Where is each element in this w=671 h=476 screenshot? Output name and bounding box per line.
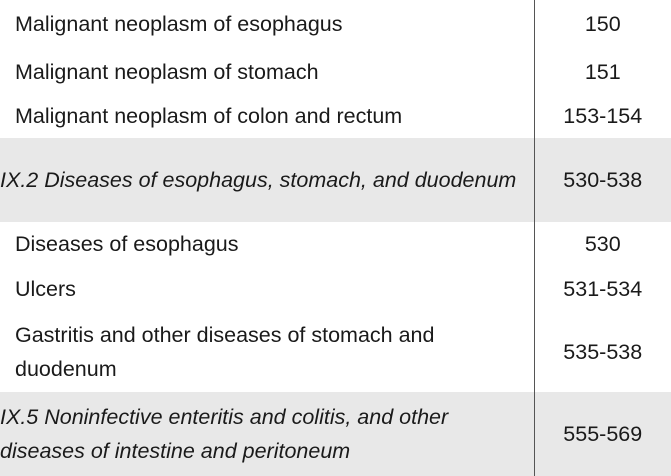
table-row — [0, 0, 671, 50]
row-label: Malignant neoplasm of stomach — [0, 50, 534, 94]
section-code: 530-538 — [534, 138, 671, 222]
table-row — [0, 94, 671, 138]
table-row — [0, 50, 671, 94]
row-label: Diseases of esophagus — [0, 222, 534, 266]
row-label: Ulcers — [0, 266, 534, 311]
section-row — [0, 392, 671, 476]
row-label-text: Gastritis and other diseases of stomach and duodenum — [15, 323, 435, 381]
row-label: Malignant neoplasm of esophagus — [0, 0, 534, 50]
table-row — [0, 266, 671, 311]
row-label: Malignant neoplasm of colon and rectum — [0, 94, 534, 138]
row-code: 530 — [584, 232, 621, 256]
section-label-text: IX.5 Noninfective enteritis and colitis, and other diseases of intestine and peritoneum — [0, 404, 449, 463]
row-code: 531-534 — [563, 276, 643, 301]
section-label-text: IX.2 Diseases of esophagus, stomach, and duodenum — [0, 167, 517, 192]
section-row — [0, 138, 671, 222]
row-code: 153-154 — [563, 104, 643, 128]
table-row — [0, 222, 671, 266]
row-code: 150 — [584, 12, 621, 36]
table-row — [0, 311, 671, 392]
row-code: 151 — [584, 60, 621, 84]
row-code: 535-538 — [563, 339, 643, 364]
row-label — [0, 311, 534, 392]
section-code: 555-569 — [534, 392, 671, 476]
section-label — [0, 138, 534, 222]
section-label — [0, 392, 534, 476]
